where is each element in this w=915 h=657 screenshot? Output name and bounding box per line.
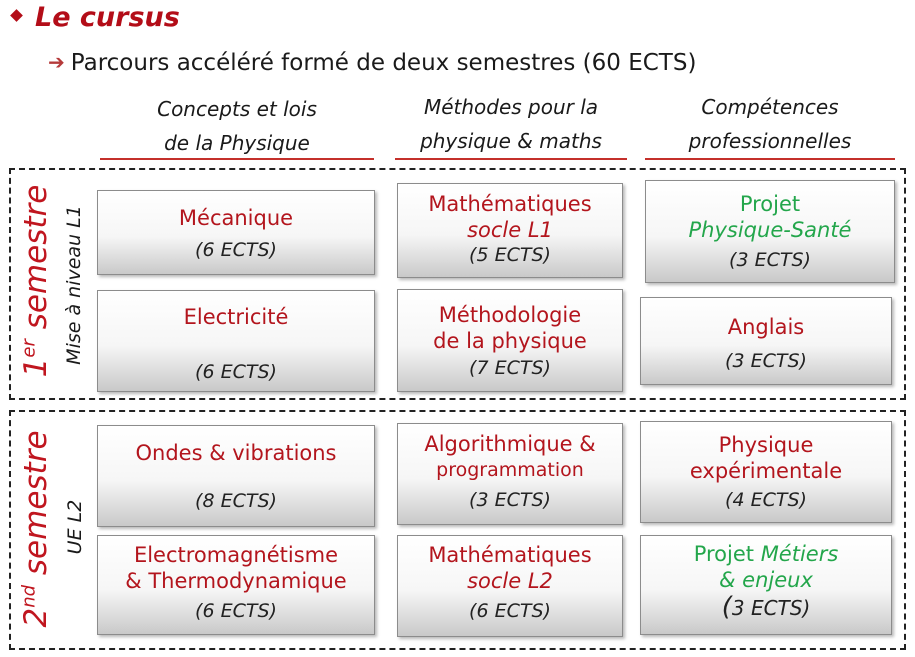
course-ects: (7 ECTS): [469, 357, 551, 379]
course-card-anglais: [640, 297, 892, 385]
course-ects-value: 3 ECTS): [731, 596, 811, 620]
column-header-line: Compétences: [701, 95, 839, 119]
semester1-suffix: er: [18, 339, 40, 358]
column-underline: [395, 158, 627, 160]
course-card-algo: [397, 423, 623, 525]
semester2-word: semestre: [18, 430, 54, 585]
course-title-emphasis: Métiers: [760, 542, 839, 566]
course-card-math-l1: [397, 183, 623, 278]
column-header-line: physique & maths: [420, 129, 602, 153]
course-title: Electromagnétisme: [133, 543, 339, 567]
semester2-suffix: nd: [18, 584, 40, 608]
course-ects: (6 ECTS): [195, 361, 277, 383]
course-title-line2: socle L1: [467, 218, 553, 242]
course-title: Mathématiques: [428, 543, 592, 567]
course-title-line2: & enjeux: [719, 568, 813, 592]
column-underline: [645, 158, 895, 160]
column-header-competences: [645, 90, 895, 158]
course-card-electromag: [97, 535, 375, 635]
diamond-bullet-icon: [10, 9, 23, 22]
arrow-right-icon: ➔: [48, 50, 65, 74]
subtitle-text: Parcours accéléré formé de deux semestres (60 ECTS): [70, 50, 697, 76]
subtitle: [48, 50, 696, 76]
course-card-ondes: [97, 425, 375, 527]
column-header-methodes: [395, 90, 627, 158]
title-text: Le cursus: [35, 2, 180, 33]
course-title: Projet: [739, 192, 801, 216]
course-title-line2: expérimentale: [689, 459, 843, 483]
semester2-label: [18, 404, 56, 654]
semester1-number: 1: [18, 357, 54, 378]
course-title: Méthodologie: [438, 303, 582, 327]
course-ects: (3 ECTS): [725, 350, 807, 372]
course-title-line2: socle L2: [467, 569, 553, 593]
course-title: Ondes & vibrations: [135, 441, 337, 465]
column-header-concepts: [100, 92, 374, 160]
course-ects-paren: (: [721, 592, 732, 622]
course-title: Electricité: [183, 305, 289, 329]
course-title-line2: & Thermodynamique: [125, 569, 347, 593]
course-ects: (6 ECTS): [195, 600, 277, 622]
course-ects: [641, 594, 891, 621]
course-ects: (6 ECTS): [195, 239, 277, 261]
course-title: Mathématiques: [428, 192, 592, 216]
course-card-mecanique: [97, 190, 375, 275]
course-ects: (8 ECTS): [195, 490, 277, 512]
semester1-label: [18, 156, 56, 406]
course-card-projet-sante: [645, 180, 895, 283]
course-ects: (3 ECTS): [469, 489, 551, 511]
course-ects: (5 ECTS): [469, 244, 551, 266]
semester2-sublabel: UE L2: [64, 499, 86, 555]
course-title: Physique: [718, 433, 814, 457]
course-title-line2: Physique-Santé: [688, 218, 852, 242]
course-title: Anglais: [727, 315, 805, 339]
page-title: [12, 2, 180, 33]
course-title-line2: de la physique: [433, 329, 587, 353]
course-ects: (3 ECTS): [729, 249, 811, 271]
column-header-line: Méthodes pour la: [423, 95, 599, 119]
course-card-math-l2: [397, 535, 623, 637]
course-title: Algorithmique &: [424, 432, 596, 456]
course-ects: (4 ECTS): [725, 489, 807, 511]
course-title: [641, 541, 891, 567]
course-card-projet-metiers: [640, 535, 892, 635]
column-header-line: Concepts et lois: [157, 97, 317, 121]
semester1-word: semestre: [18, 184, 54, 340]
column-header-line: professionnelles: [688, 129, 852, 153]
semester1-sublabel: Mise à niveau L1: [63, 205, 85, 365]
course-title-line2: programmation: [436, 459, 584, 481]
course-card-electricite: [97, 290, 375, 392]
course-ects: (6 ECTS): [469, 600, 551, 622]
course-card-methodologie: [397, 289, 623, 392]
column-underline: [100, 158, 374, 160]
column-header-line: de la Physique: [164, 131, 310, 155]
semester2-number: 2: [18, 607, 54, 628]
course-title-part: Projet: [693, 542, 761, 566]
course-title: Mécanique: [178, 206, 294, 230]
course-card-physique-exp: [640, 421, 892, 523]
